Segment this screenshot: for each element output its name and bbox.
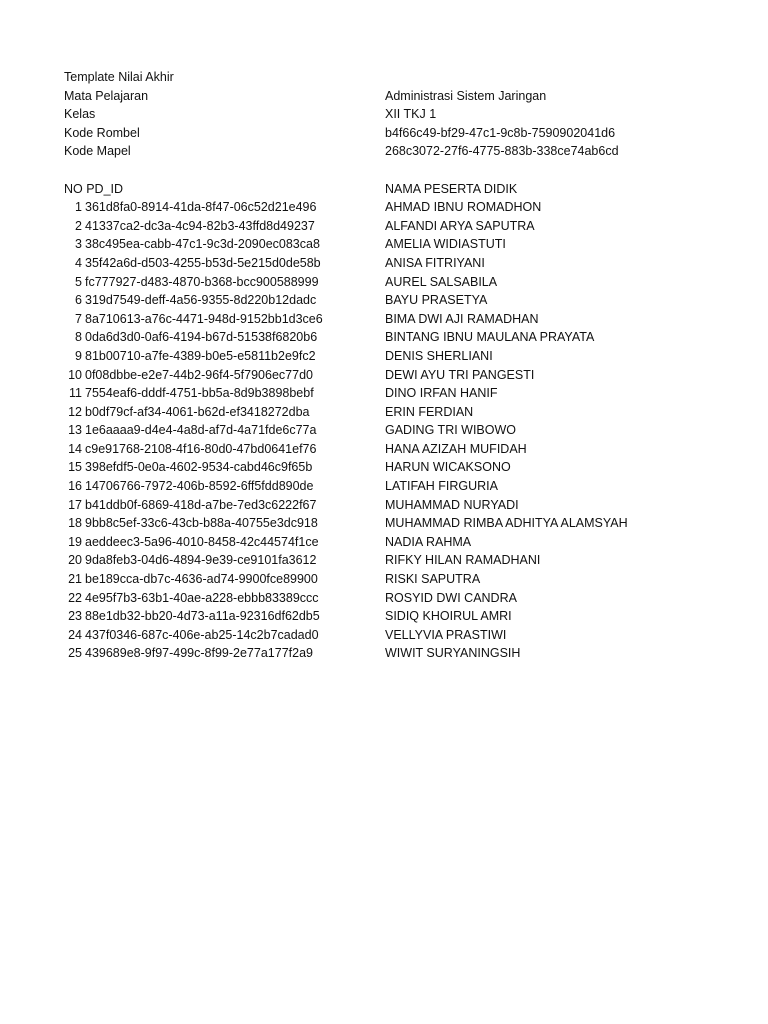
row-number: 6 <box>75 293 82 308</box>
row-student-name: SIDIQ KHOIRUL AMRI <box>385 609 512 624</box>
row-number: 2 <box>75 218 82 233</box>
row-pd-id: 8a710613-a76c-4471-948d-9152bb1d3ce6 <box>85 311 323 326</box>
table-row <box>0 644 768 663</box>
row-pd-id: be189cca-db7c-4636-ad74-9900fce89900 <box>85 572 318 587</box>
table-row <box>0 366 768 385</box>
row-number: 25 <box>68 646 82 661</box>
row-student-name: VELLYVIA PRASTIWI <box>385 627 507 642</box>
row-student-name: RIFKY HILAN RAMADHANI <box>385 553 541 568</box>
table-header-row <box>0 180 768 199</box>
row-student-name: AMELIA WIDIASTUTI <box>385 237 506 252</box>
table-row <box>0 514 768 533</box>
row-student-name: BIMA DWI AJI RAMADHAN <box>385 311 539 326</box>
row-number: 23 <box>68 609 82 624</box>
row-student-name: BINTANG IBNU MAULANA PRAYATA <box>385 330 595 345</box>
row-number: 16 <box>68 479 82 494</box>
row-student-name: HANA AZIZAH MUFIDAH <box>385 441 527 456</box>
student-table-body <box>0 198 768 663</box>
row-student-name: MUHAMMAD RIMBA ADHITYA ALAMSYAH <box>385 516 628 531</box>
row-number: 24 <box>68 627 82 642</box>
table-row <box>0 328 768 347</box>
row-number: 11 <box>69 386 82 401</box>
row-student-name: LATIFAH FIRGURIA <box>385 479 498 494</box>
row-pd-id: 439689e8-9f97-499c-8f99-2e77a177f2a9 <box>85 646 313 661</box>
table-row <box>0 198 768 217</box>
table-row <box>0 496 768 515</box>
field-row-kelas <box>0 105 768 124</box>
row-number: 7 <box>75 311 82 326</box>
row-student-name: ALFANDI ARYA SAPUTRA <box>385 218 535 233</box>
row-number: 17 <box>68 497 82 512</box>
document-title: Template Nilai Akhir <box>64 70 174 84</box>
row-pd-id: 0da6d3d0-0af6-4194-b67d-51538f6820b6 <box>85 330 318 345</box>
table-row <box>0 570 768 589</box>
row-pd-id: 14706766-7972-406b-8592-6ff5fdd890de <box>85 479 314 494</box>
table-row <box>0 347 768 366</box>
row-pd-id: 1e6aaaa9-d4e4-4a8d-af7d-4a71fde6c77a <box>85 423 317 438</box>
row-pd-id: 4e95f7b3-63b1-40ae-a228-ebbb83389ccc <box>85 590 319 605</box>
column-header-nama: NAMA PESERTA DIDIK <box>385 181 518 196</box>
row-number: 15 <box>68 460 82 475</box>
row-number: 8 <box>75 330 82 345</box>
row-number: 13 <box>68 423 82 438</box>
row-student-name: AUREL SALSABILA <box>385 274 498 289</box>
row-student-name: DEWI AYU TRI PANGESTI <box>385 367 535 382</box>
row-student-name: MUHAMMAD NURYADI <box>385 497 519 512</box>
field-value: XII TKJ 1 <box>385 107 437 122</box>
field-label: Kelas <box>64 107 96 122</box>
row-pd-id: c9e91768-2108-4f16-80d0-47bd0641ef76 <box>85 441 317 456</box>
table-row <box>0 273 768 292</box>
field-value: 268c3072-27f6-4775-883b-338ce74ab6cd <box>385 144 619 159</box>
document-title-row <box>0 68 768 87</box>
row-number: 20 <box>68 553 82 568</box>
row-pd-id: b0df79cf-af34-4061-b62d-ef3418272dba <box>85 404 310 419</box>
row-pd-id: 9da8feb3-04d6-4894-9e39-ce9101fa3612 <box>85 553 317 568</box>
row-number: 4 <box>75 255 82 270</box>
field-value: Administrasi Sistem Jaringan <box>385 88 547 103</box>
row-pd-id: 9bb8c5ef-33c6-43cb-b88a-40755e3dc918 <box>85 516 318 531</box>
table-row <box>0 254 768 273</box>
table-row <box>0 589 768 608</box>
row-number: 1 <box>75 200 82 215</box>
table-row <box>0 310 768 329</box>
row-number: 9 <box>75 348 82 363</box>
field-label: Mata Pelajaran <box>64 88 149 103</box>
field-label: Kode Rombel <box>64 125 140 140</box>
table-row <box>0 440 768 459</box>
table-row <box>0 551 768 570</box>
table-row <box>0 403 768 422</box>
table-row <box>0 291 768 310</box>
row-pd-id: 41337ca2-dc3a-4c94-82b3-43ffd8d49237 <box>85 218 315 233</box>
row-student-name: ANISA FITRIYANI <box>385 255 485 270</box>
row-pd-id: 361d8fa0-8914-41da-8f47-06c52d21e496 <box>85 200 317 215</box>
table-row <box>0 458 768 477</box>
row-student-name: HARUN WICAKSONO <box>385 460 511 475</box>
row-student-name: BAYU PRASETYA <box>385 293 488 308</box>
row-number: 5 <box>75 274 82 289</box>
field-value: b4f66c49-bf29-47c1-9c8b-7590902041d6 <box>385 125 616 140</box>
table-row <box>0 217 768 236</box>
row-number: 21 <box>68 572 82 587</box>
row-pd-id: 81b00710-a7fe-4389-b0e5-e5811b2e9fc2 <box>85 348 316 363</box>
row-student-name: NADIA RAHMA <box>385 534 472 549</box>
table-row <box>0 533 768 552</box>
row-pd-id: 35f42a6d-d503-4255-b53d-5e215d0de58b <box>85 255 321 270</box>
row-number: 19 <box>68 534 82 549</box>
row-pd-id: 0f08dbbe-e2e7-44b2-96f4-5f7906ec77d0 <box>85 367 313 382</box>
row-pd-id: 319d7549-deff-4a56-9355-8d220b12dadc <box>85 293 317 308</box>
row-student-name: WIWIT SURYANINGSIH <box>385 646 521 661</box>
row-number: 10 <box>68 367 82 382</box>
row-student-name: ROSYID DWI CANDRA <box>385 590 517 605</box>
row-student-name: RISKI SAPUTRA <box>385 572 481 587</box>
row-student-name: GADING TRI WIBOWO <box>385 423 517 438</box>
row-student-name: AHMAD IBNU ROMADHON <box>385 200 542 215</box>
row-student-name: DENIS SHERLIANI <box>385 348 493 363</box>
row-pd-id: 88e1db32-bb20-4d73-a11a-92316df62db5 <box>85 609 320 624</box>
row-number: 14 <box>68 441 82 456</box>
row-number: 3 <box>75 237 82 252</box>
document-sheet <box>0 68 768 663</box>
table-row <box>0 421 768 440</box>
table-row <box>0 384 768 403</box>
row-pd-id: b41ddb0f-6869-418d-a7be-7ed3c6222f67 <box>85 497 317 512</box>
table-row <box>0 607 768 626</box>
field-row-mata-pelajaran <box>0 87 768 106</box>
row-pd-id: 38c495ea-cabb-47c1-9c3d-2090ec083ca8 <box>85 237 320 252</box>
table-row <box>0 626 768 645</box>
field-row-kode-mapel <box>0 142 768 161</box>
row-pd-id: 7554eaf6-dddf-4751-bb5a-8d9b3898bebf <box>85 386 314 401</box>
blank-row <box>0 161 768 180</box>
row-pd-id: 398efdf5-0e0a-4602-9534-cabd46c9f65b <box>85 460 313 475</box>
row-student-name: DINO IRFAN HANIF <box>385 386 498 401</box>
field-row-kode-rombel <box>0 124 768 143</box>
table-row <box>0 477 768 496</box>
row-number: 18 <box>68 516 82 531</box>
field-label: Kode Mapel <box>64 144 131 159</box>
column-header-no-pdid: NO PD_ID <box>64 181 124 196</box>
row-pd-id: fc777927-d483-4870-b368-bcc900588999 <box>85 274 319 289</box>
table-row <box>0 235 768 254</box>
row-pd-id: 437f0346-687c-406e-ab25-14c2b7cadad0 <box>85 627 319 642</box>
row-student-name: ERIN FERDIAN <box>385 404 474 419</box>
row-number: 22 <box>68 590 82 605</box>
row-number: 12 <box>68 404 82 419</box>
row-pd-id: aeddeec3-5a96-4010-8458-42c44574f1ce <box>85 534 319 549</box>
